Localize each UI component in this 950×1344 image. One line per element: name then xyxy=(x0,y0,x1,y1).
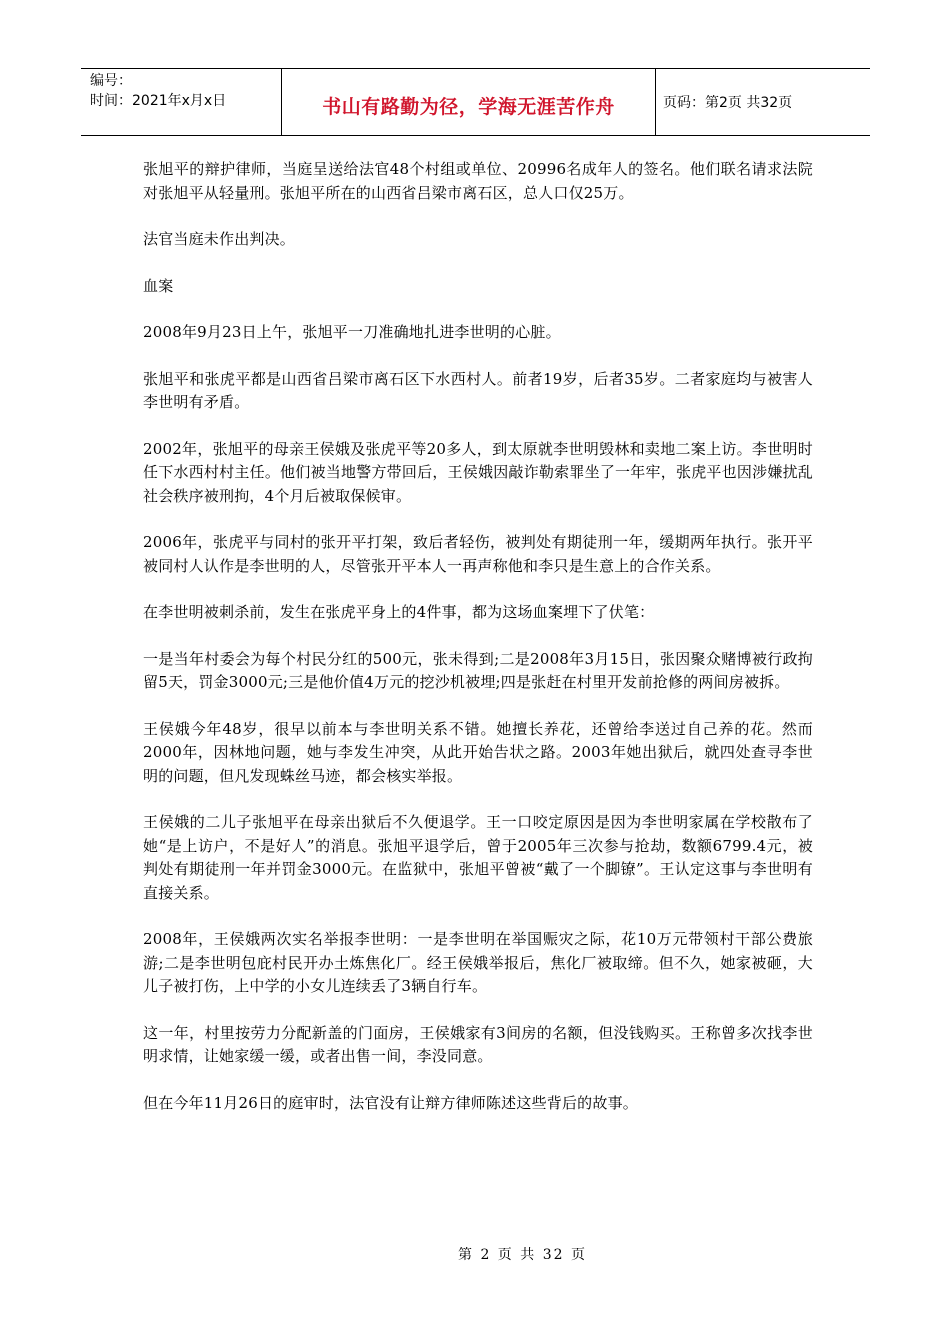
page-number-label: 页码：第2页 共32页 xyxy=(663,95,793,111)
paragraph: 王侯娥的二儿子张旭平在母亲出狱后不久便退学。王一口咬定原因是因为李世明家属在学校散布了她“是上访户，不是好人”的消息。张旭平退学后，曾于2005年三次参与抢劫，数额6799.4元，被判处有期徒刑一年并罚金3000元。在监狱中，张旭平曾被“戴了一个脚镣”。王认定这事与李世明有直接关系。 xyxy=(143,813,813,902)
paragraph: 2008年，王侯娥两次实名举报李世明：一是李世明在举国赈灾之际，花10万元带领村干部公费旅游;二是李世明包庇村民开办土炼焦化厂。经王侯娥举报后，焦化厂被取缔。但不久，她家被砸，大儿子被打伤，上中学的小女儿连续丢了3辆自行车。 xyxy=(143,930,813,995)
time-label: 时间：2021年x月x日 xyxy=(90,93,227,109)
page-header xyxy=(81,68,870,136)
paragraph: 法官当庭未作出判决。 xyxy=(143,230,296,248)
paragraph: 这一年，村里按劳力分配新盖的门面房，王侯娥家有3间房的名额，但没钱购买。王称曾多次找李世明求情，让她家缓一缓，或者出售一间，李没同意。 xyxy=(143,1023,813,1065)
motto-text: 书山有路勤为径，学海无涯苦作舟 xyxy=(322,95,615,118)
paragraph: 但在今年11月26日的庭审时，法官没有让辩方律师陈述这些背后的故事。 xyxy=(143,1093,638,1112)
footer-page-number: 第 2 页 共 32 页 xyxy=(458,1247,587,1263)
section-heading: 血案 xyxy=(143,276,174,295)
paragraph: 2008年9月23日上午，张旭平一刀准确地扎进李世明的心脏。 xyxy=(143,323,561,341)
paragraph: 张旭平的辩护律师，当庭呈送给法官48个村组或单位、20996名成年人的签名。他们联名请求法院对张旭平从轻量刑。张旭平所在的山西省吕梁市离石区，总人口仅25万。 xyxy=(143,160,813,202)
page-footer xyxy=(0,1244,950,1264)
paragraph: 张旭平和张虎平都是山西省吕梁市离石区下水西村人。前者19岁，后者35岁。二者家庭均与被害人李世明有矛盾。 xyxy=(143,369,813,411)
paragraph: 在李世明被刺杀前，发生在张虎平身上的4件事，都为这场血案埋下了伏笔： xyxy=(143,603,655,621)
header-page-cell xyxy=(656,69,870,135)
paragraph: 一是当年村委会为每个村民分红的500元，张未得到;二是2008年3月15日，张因聚众赌博被行政拘留5天，罚金3000元;三是他价值4万元的挖沙机被埋;四是张赶在村里开发前抢修的两间房被拆。 xyxy=(143,649,813,691)
document-body xyxy=(143,158,813,1138)
paragraph: 王侯娥今年48岁，很早以前本与李世明关系不错。她擅长养花，还曾给李送过自己养的花。然而2000年，因林地问题，她与李发生冲突，从此开始告状之路。2003年她出狱后，就四处查寻李世明的问题，但凡发现蛛丝马迹，都会核实举报。 xyxy=(143,719,813,785)
number-label: 编号： xyxy=(90,73,132,89)
header-motto-cell xyxy=(282,69,656,135)
paragraph: 2002年，张旭平的母亲王侯娥及张虎平等20多人，到太原就李世明毁林和卖地二案上访。李世明时任下水西村村主任。他们被当地警方带回后，王侯娥因敲诈勒索罪坐了一年牢，张虎平也因涉嫌扰乱社会秩序被刑拘，4个月后被取保候审。 xyxy=(143,439,813,505)
header-meta-cell xyxy=(81,69,282,135)
paragraph: 2006年，张虎平与同村的张开平打架，致后者轻伤，被判处有期徒刑一年，缓期两年执行。张开平被同村人认作是李世明的人，尽管张开平本人一再声称他和李只是生意上的合作关系。 xyxy=(143,533,813,575)
